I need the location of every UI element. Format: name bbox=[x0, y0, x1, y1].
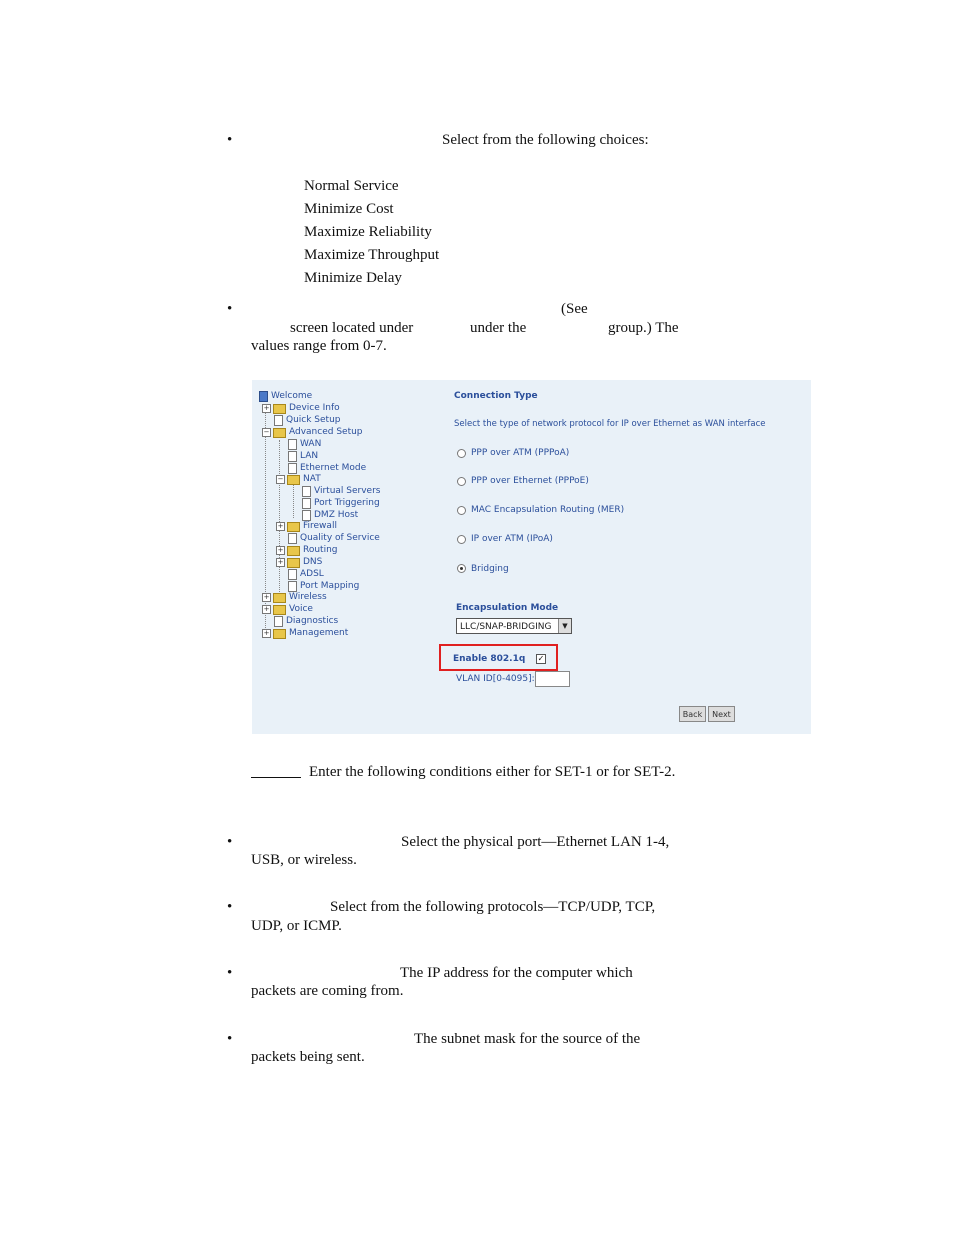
blank-underline bbox=[251, 777, 301, 778]
option-label: PPP over Ethernet (PPPoE) bbox=[471, 476, 589, 486]
page-icon bbox=[288, 581, 297, 592]
page-icon bbox=[288, 439, 297, 450]
folder-icon bbox=[273, 629, 286, 639]
option-label: IP over ATM (IPoA) bbox=[471, 534, 553, 544]
tree-item-diagnostics[interactable]: Diagnostics bbox=[274, 616, 338, 627]
tree-item-advanced-setup[interactable]: − Advanced Setup bbox=[263, 427, 363, 437]
folder-open-icon bbox=[273, 428, 286, 438]
enable-8021q-checkbox[interactable]: ✓ bbox=[537, 654, 545, 663]
tree-item-ethernet-mode[interactable]: Ethernet Mode bbox=[288, 463, 366, 474]
radio-bridging[interactable] bbox=[457, 564, 466, 573]
next-button[interactable]: Next bbox=[708, 706, 735, 722]
tree-item-management[interactable]: + Management bbox=[263, 628, 349, 638]
page-icon bbox=[302, 486, 311, 497]
tree-item-device-info[interactable]: + Device Info bbox=[263, 403, 340, 413]
radio-pppoe[interactable] bbox=[457, 477, 466, 486]
radio-ipoa[interactable] bbox=[457, 535, 466, 544]
see-text: (See bbox=[561, 301, 588, 317]
encapsulation-mode-title: Encapsulation Mode bbox=[456, 603, 559, 613]
folder-open-icon bbox=[287, 475, 300, 485]
bullet-text: packets being sent. bbox=[251, 1049, 365, 1065]
choice-item: Maximize Reliability bbox=[304, 224, 432, 240]
folder-icon bbox=[273, 605, 286, 615]
page-icon bbox=[274, 415, 283, 426]
folder-icon bbox=[287, 558, 300, 568]
bullet-text: UDP, or ICMP. bbox=[251, 918, 342, 934]
folder-icon bbox=[273, 404, 286, 414]
tree-item-welcome[interactable]: Welcome bbox=[259, 391, 312, 402]
set-note: Enter the following conditions either for SET-1 or for SET-2. bbox=[309, 764, 676, 780]
tree-item-port-triggering[interactable]: Port Triggering bbox=[302, 498, 380, 509]
bullet-text: The subnet mask for the source of the bbox=[414, 1031, 641, 1047]
bullet-marker: • bbox=[227, 1031, 233, 1047]
option-label: PPP over ATM (PPPoA) bbox=[471, 448, 570, 458]
tree-item-dns[interactable]: + DNS bbox=[277, 557, 323, 567]
tree-item-port-mapping[interactable]: Port Mapping bbox=[288, 581, 359, 592]
tree-item-adsl[interactable]: ADSL bbox=[288, 569, 324, 580]
bullet-text: USB, or wireless. bbox=[251, 852, 357, 868]
router-screenshot bbox=[252, 380, 811, 734]
page-icon bbox=[274, 616, 283, 627]
option-label: Bridging bbox=[471, 564, 509, 574]
encapsulation-mode-select[interactable]: LLC/SNAP-BRIDGING ▼ bbox=[456, 618, 572, 634]
bullet-marker: • bbox=[227, 899, 233, 915]
tree-item-wan[interactable]: WAN bbox=[288, 439, 321, 450]
option-label: MAC Encapsulation Routing (MER) bbox=[471, 505, 625, 515]
radio-mer[interactable] bbox=[457, 506, 466, 515]
folder-icon bbox=[287, 522, 300, 532]
back-button[interactable]: Back bbox=[679, 706, 706, 722]
connection-type-title: Connection Type bbox=[454, 391, 538, 401]
tree-item-quality-of-service[interactable]: Quality of Service bbox=[288, 533, 380, 544]
connection-type-desc: Select the type of network protocol for IP over Ethernet as WAN interface bbox=[454, 419, 766, 429]
tree-item-quick-setup[interactable]: Quick Setup bbox=[274, 415, 341, 426]
choices-intro: Select from the following choices: bbox=[442, 132, 649, 148]
tree-item-routing[interactable]: + Routing bbox=[277, 545, 338, 555]
tree-item-wireless[interactable]: + Wireless bbox=[263, 592, 327, 602]
group-text: group.) The bbox=[608, 320, 679, 336]
page-icon bbox=[302, 510, 311, 521]
choice-item: Minimize Delay bbox=[304, 270, 402, 286]
tree-item-nat[interactable]: − NAT bbox=[277, 474, 321, 484]
enable-8021q-label: Enable 802.1q bbox=[453, 654, 526, 664]
bullet-marker: • bbox=[227, 965, 233, 981]
page-icon bbox=[288, 463, 297, 474]
folder-icon bbox=[273, 593, 286, 603]
bullet-text: packets are coming from. bbox=[251, 983, 404, 999]
bullet-text: Select the physical port—Ethernet LAN 1-4, bbox=[401, 834, 670, 850]
under-the-text: under the bbox=[470, 320, 527, 336]
page-icon bbox=[302, 498, 311, 509]
folder-icon bbox=[287, 546, 300, 556]
values-range-text: values range from 0-7. bbox=[251, 338, 387, 354]
page-icon bbox=[288, 451, 297, 462]
page-icon bbox=[288, 533, 297, 544]
tree-item-firewall[interactable]: + Firewall bbox=[277, 521, 337, 531]
screen-located-text: screen located under bbox=[290, 320, 414, 336]
bullet-text: Select from the following protocols—TCP/UDP, TCP, bbox=[330, 899, 656, 915]
bullet-marker: • bbox=[227, 132, 233, 148]
tree-item-voice[interactable]: + Voice bbox=[263, 604, 313, 614]
tree-item-virtual-servers[interactable]: Virtual Servers bbox=[302, 486, 380, 497]
computer-icon bbox=[259, 391, 268, 402]
chevron-down-icon: ▼ bbox=[558, 619, 571, 633]
page-icon bbox=[288, 569, 297, 580]
bullet-marker: • bbox=[227, 301, 233, 317]
choice-item: Maximize Throughput bbox=[304, 247, 440, 263]
tree-item-lan[interactable]: LAN bbox=[288, 451, 318, 462]
radio-pppoa[interactable] bbox=[457, 449, 466, 458]
bullet-text: The IP address for the computer which bbox=[400, 965, 633, 981]
choice-item: Minimize Cost bbox=[304, 201, 394, 217]
tree-item-dmz-host[interactable]: DMZ Host bbox=[302, 510, 358, 521]
choice-item: Normal Service bbox=[304, 178, 399, 194]
vlan-id-label: VLAN ID[0-4095]: bbox=[456, 674, 535, 684]
bullet-marker: • bbox=[227, 834, 233, 850]
vlan-id-input[interactable] bbox=[535, 671, 570, 687]
